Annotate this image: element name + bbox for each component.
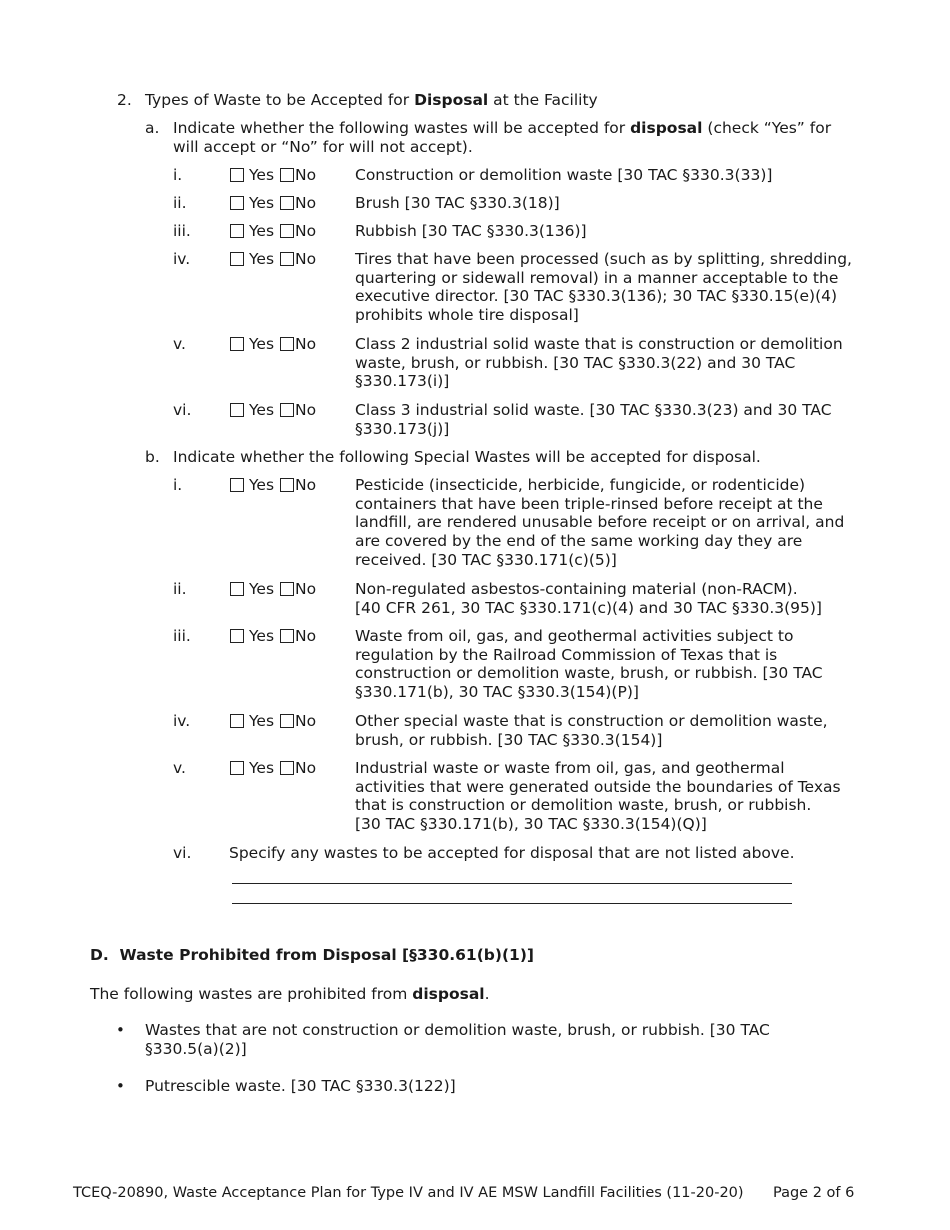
yes-checkbox[interactable]	[230, 168, 244, 182]
section-d-heading: D. Waste Prohibited from Disposal [§330.61(b)(1)]	[90, 946, 534, 964]
part-a-instructions: Indicate whether the following wastes will be accepted for disposal (check “Yes” for will accept or “No” for will not accept).	[173, 119, 832, 156]
waste-description: Construction or demolition waste [30 TAC §330.3(33)]	[355, 166, 773, 184]
item-numeral: v.	[173, 335, 186, 353]
no-checkbox[interactable]	[280, 582, 294, 596]
part-a-letter: a.	[145, 119, 160, 137]
prohibited-item: Putrescible waste. [30 TAC §330.3(122)]	[145, 1077, 456, 1095]
yes-checkbox[interactable]	[230, 582, 244, 596]
item-numeral: v.	[173, 759, 186, 777]
item-numeral: ii.	[173, 194, 187, 212]
yes-checkbox[interactable]	[230, 196, 244, 210]
write-in-line-2[interactable]	[232, 903, 792, 904]
no-checkbox[interactable]	[280, 403, 294, 417]
no-checkbox[interactable]	[280, 196, 294, 210]
item-numeral: iii.	[173, 222, 191, 240]
footer-form-id: TCEQ-20890, Waste Acceptance Plan for Type IV and IV AE MSW Landfill Facilities (11-20-20)	[73, 1185, 744, 1201]
no-checkbox[interactable]	[280, 168, 294, 182]
yes-no-choice: Yes No	[230, 222, 316, 240]
no-checkbox[interactable]	[280, 478, 294, 492]
yes-no-choice: Yes No	[230, 194, 316, 212]
part-b-instructions: Indicate whether the following Special Wastes will be accepted for disposal.	[173, 448, 761, 466]
bullet-icon: •	[116, 1077, 125, 1095]
no-checkbox[interactable]	[280, 337, 294, 351]
item-numeral: i.	[173, 476, 183, 494]
item-numeral: vi.	[173, 844, 192, 862]
yes-checkbox[interactable]	[230, 714, 244, 728]
waste-description: Class 2 industrial solid waste that is construction or demolition waste, brush, or rubbish. [30 TAC §330.3(22) and 30 TAC §330.173(i)]	[355, 335, 843, 391]
yes-no-choice: Yes No	[230, 166, 316, 184]
no-checkbox[interactable]	[280, 761, 294, 775]
section-heading: Types of Waste to be Accepted for Disposal at the Facility	[145, 91, 598, 109]
prohibited-item: Wastes that are not construction or demolition waste, brush, or rubbish. [30 TAC §330.5(a)(2)]	[145, 1021, 770, 1058]
waste-description: Brush [30 TAC §330.3(18)]	[355, 194, 560, 212]
yes-checkbox[interactable]	[230, 403, 244, 417]
no-checkbox[interactable]	[280, 252, 294, 266]
no-checkbox[interactable]	[280, 714, 294, 728]
waste-description: Tires that have been processed (such as by splitting, shredding, quartering or sidewall removal) in a manner acceptable to the executive director. [30 TAC §330.3(136); 30 TAC §330.15(e)(4) prohibits whole tire disposal]	[355, 250, 852, 325]
yes-checkbox[interactable]	[230, 337, 244, 351]
yes-checkbox[interactable]	[230, 478, 244, 492]
waste-description: Non-regulated asbestos-containing material (non-RACM). [40 CFR 261, 30 TAC §330.171(c)(4) and 30 TAC §330.3(95)]	[355, 580, 822, 617]
waste-description: Rubbish [30 TAC §330.3(136)]	[355, 222, 587, 240]
yes-checkbox[interactable]	[230, 224, 244, 238]
item-numeral: iii.	[173, 627, 191, 645]
specify-instructions: Specify any wastes to be accepted for disposal that are not listed above.	[229, 844, 795, 862]
item-numeral: iv.	[173, 712, 191, 730]
no-checkbox[interactable]	[280, 629, 294, 643]
waste-description: Waste from oil, gas, and geothermal activities subject to regulation by the Railroad Commission of Texas that is construction or demolition waste, brush, or rubbish. [30 TAC §330.171(b), 30 TAC §330.3(154)(P)]	[355, 627, 823, 702]
yes-checkbox[interactable]	[230, 252, 244, 266]
yes-no-choice: Yes No	[230, 476, 316, 494]
yes-no-choice: Yes No	[230, 627, 316, 645]
yes-no-choice: Yes No	[230, 250, 316, 268]
section-d-intro: The following wastes are prohibited from disposal.	[90, 985, 490, 1003]
item-numeral: ii.	[173, 580, 187, 598]
yes-no-choice: Yes No	[230, 580, 316, 598]
yes-checkbox[interactable]	[230, 761, 244, 775]
item-numeral: i.	[173, 166, 183, 184]
yes-no-choice: Yes No	[230, 712, 316, 730]
waste-description: Class 3 industrial solid waste. [30 TAC §330.3(23) and 30 TAC §330.173(j)]	[355, 401, 832, 438]
bullet-icon: •	[116, 1021, 125, 1039]
yes-checkbox[interactable]	[230, 629, 244, 643]
waste-description: Pesticide (insecticide, herbicide, fungicide, or rodenticide) containers that have been triple-rinsed before receipt at the landfill, are rendered unusable before receipt or on arrival, and are covered by the end of the same working day they are received. [30 TAC §330.171(c)(5)]	[355, 476, 845, 569]
waste-description: Industrial waste or waste from oil, gas, and geothermal activities that were generated outside the boundaries of Texas that is construction or demolition waste, brush, or rubbish. [30 TAC §330.171(b), 30 TAC §330.3(154)(Q)]	[355, 759, 841, 834]
yes-no-choice: Yes No	[230, 759, 316, 777]
part-b-letter: b.	[145, 448, 160, 466]
yes-no-choice: Yes No	[230, 335, 316, 353]
no-checkbox[interactable]	[280, 224, 294, 238]
item-numeral: vi.	[173, 401, 192, 419]
item-numeral: iv.	[173, 250, 191, 268]
footer-page-number: Page 2 of 6	[773, 1185, 855, 1201]
waste-description: Other special waste that is construction or demolition waste, brush, or rubbish. [30 TAC §330.3(154)]	[355, 712, 828, 749]
yes-no-choice: Yes No	[230, 401, 316, 419]
write-in-line-1[interactable]	[232, 883, 792, 884]
section-number: 2.	[117, 91, 132, 109]
